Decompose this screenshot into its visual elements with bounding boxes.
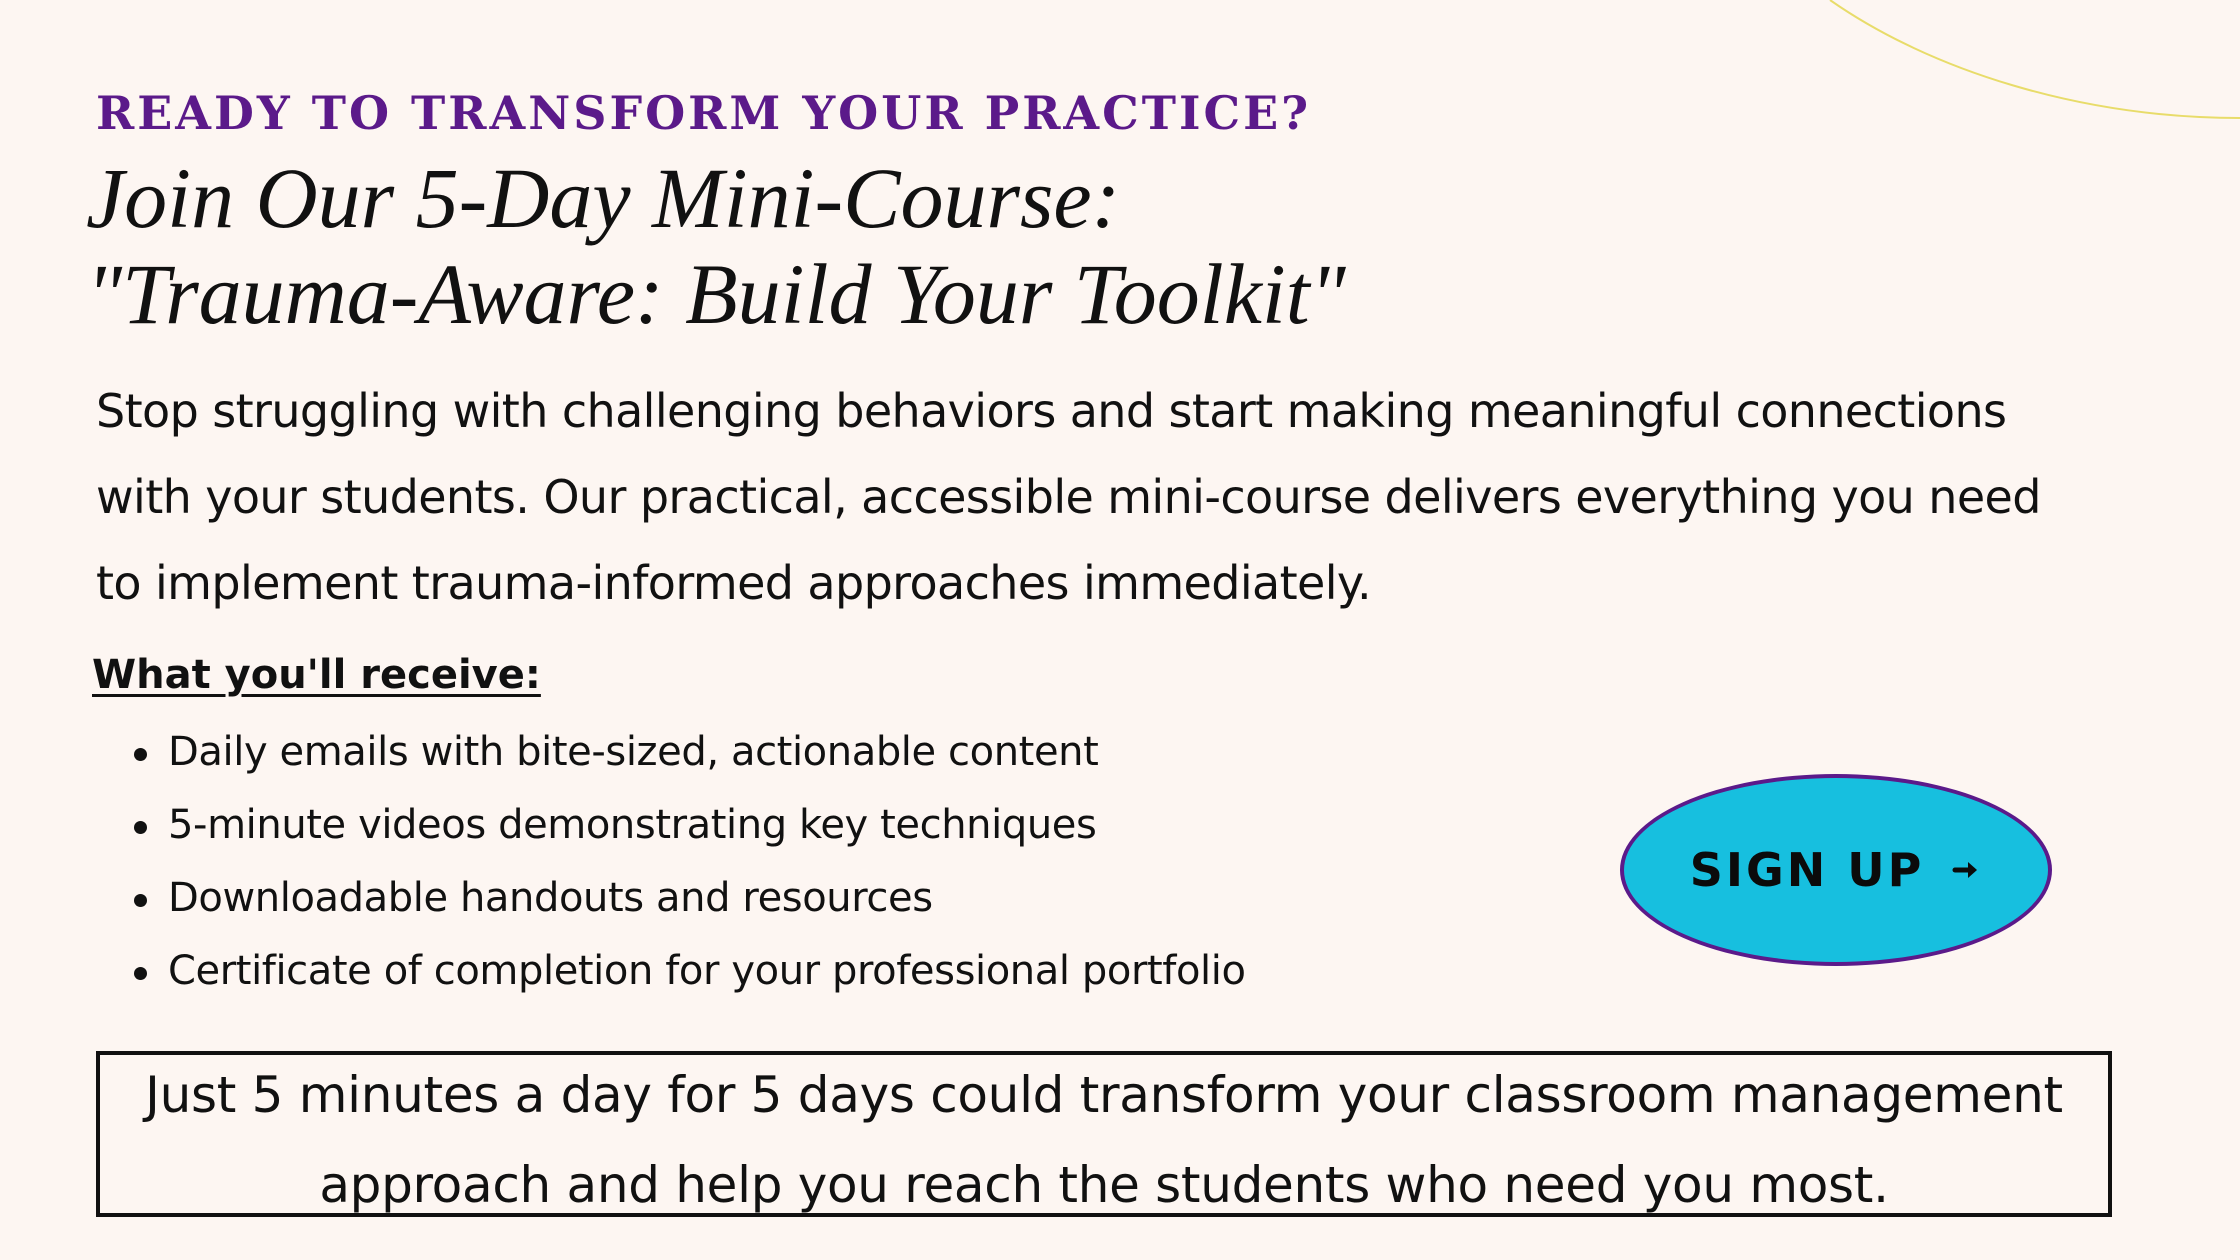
intro-paragraph	[96, 368, 2176, 626]
benefit-item: Certificate of completion for your professional portfolio	[130, 941, 1246, 1014]
receive-heading: What you'll receive:	[92, 652, 541, 698]
benefit-item: Daily emails with bite-sized, actionable content	[130, 722, 1246, 795]
benefits-list	[130, 722, 1246, 1014]
callout-box	[96, 1051, 2112, 1217]
intro-line-1: Stop struggling with challenging behaviors and start making meaningful connections	[96, 384, 2007, 438]
course-title-line-2: "Trauma-Aware: Build Your Toolkit"	[86, 246, 1346, 342]
eyebrow-heading: READY TO TRANSFORM YOUR PRACTICE?	[96, 86, 1312, 140]
benefit-item: Downloadable handouts and resources	[130, 868, 1246, 941]
sign-up-button[interactable]	[1620, 774, 2052, 966]
sign-up-label: SIGN UP	[1689, 843, 1925, 897]
course-title-line-1: Join Our 5-Day Mini-Course:	[86, 150, 1121, 246]
callout-line-1: Just 5 minutes a day for 5 days could transform your classroom management	[145, 1066, 2063, 1124]
intro-line-3: to implement trauma-informed approaches immediately.	[96, 556, 1372, 610]
intro-line-2: with your students. Our practical, accessible mini-course delivers everything you need	[96, 470, 2041, 524]
callout-line-2: approach and help you reach the students who need you most.	[319, 1156, 1889, 1214]
course-title	[86, 150, 1346, 342]
arrow-right-icon	[1952, 855, 1982, 885]
benefit-item: 5-minute videos demonstrating key techniques	[130, 795, 1246, 868]
